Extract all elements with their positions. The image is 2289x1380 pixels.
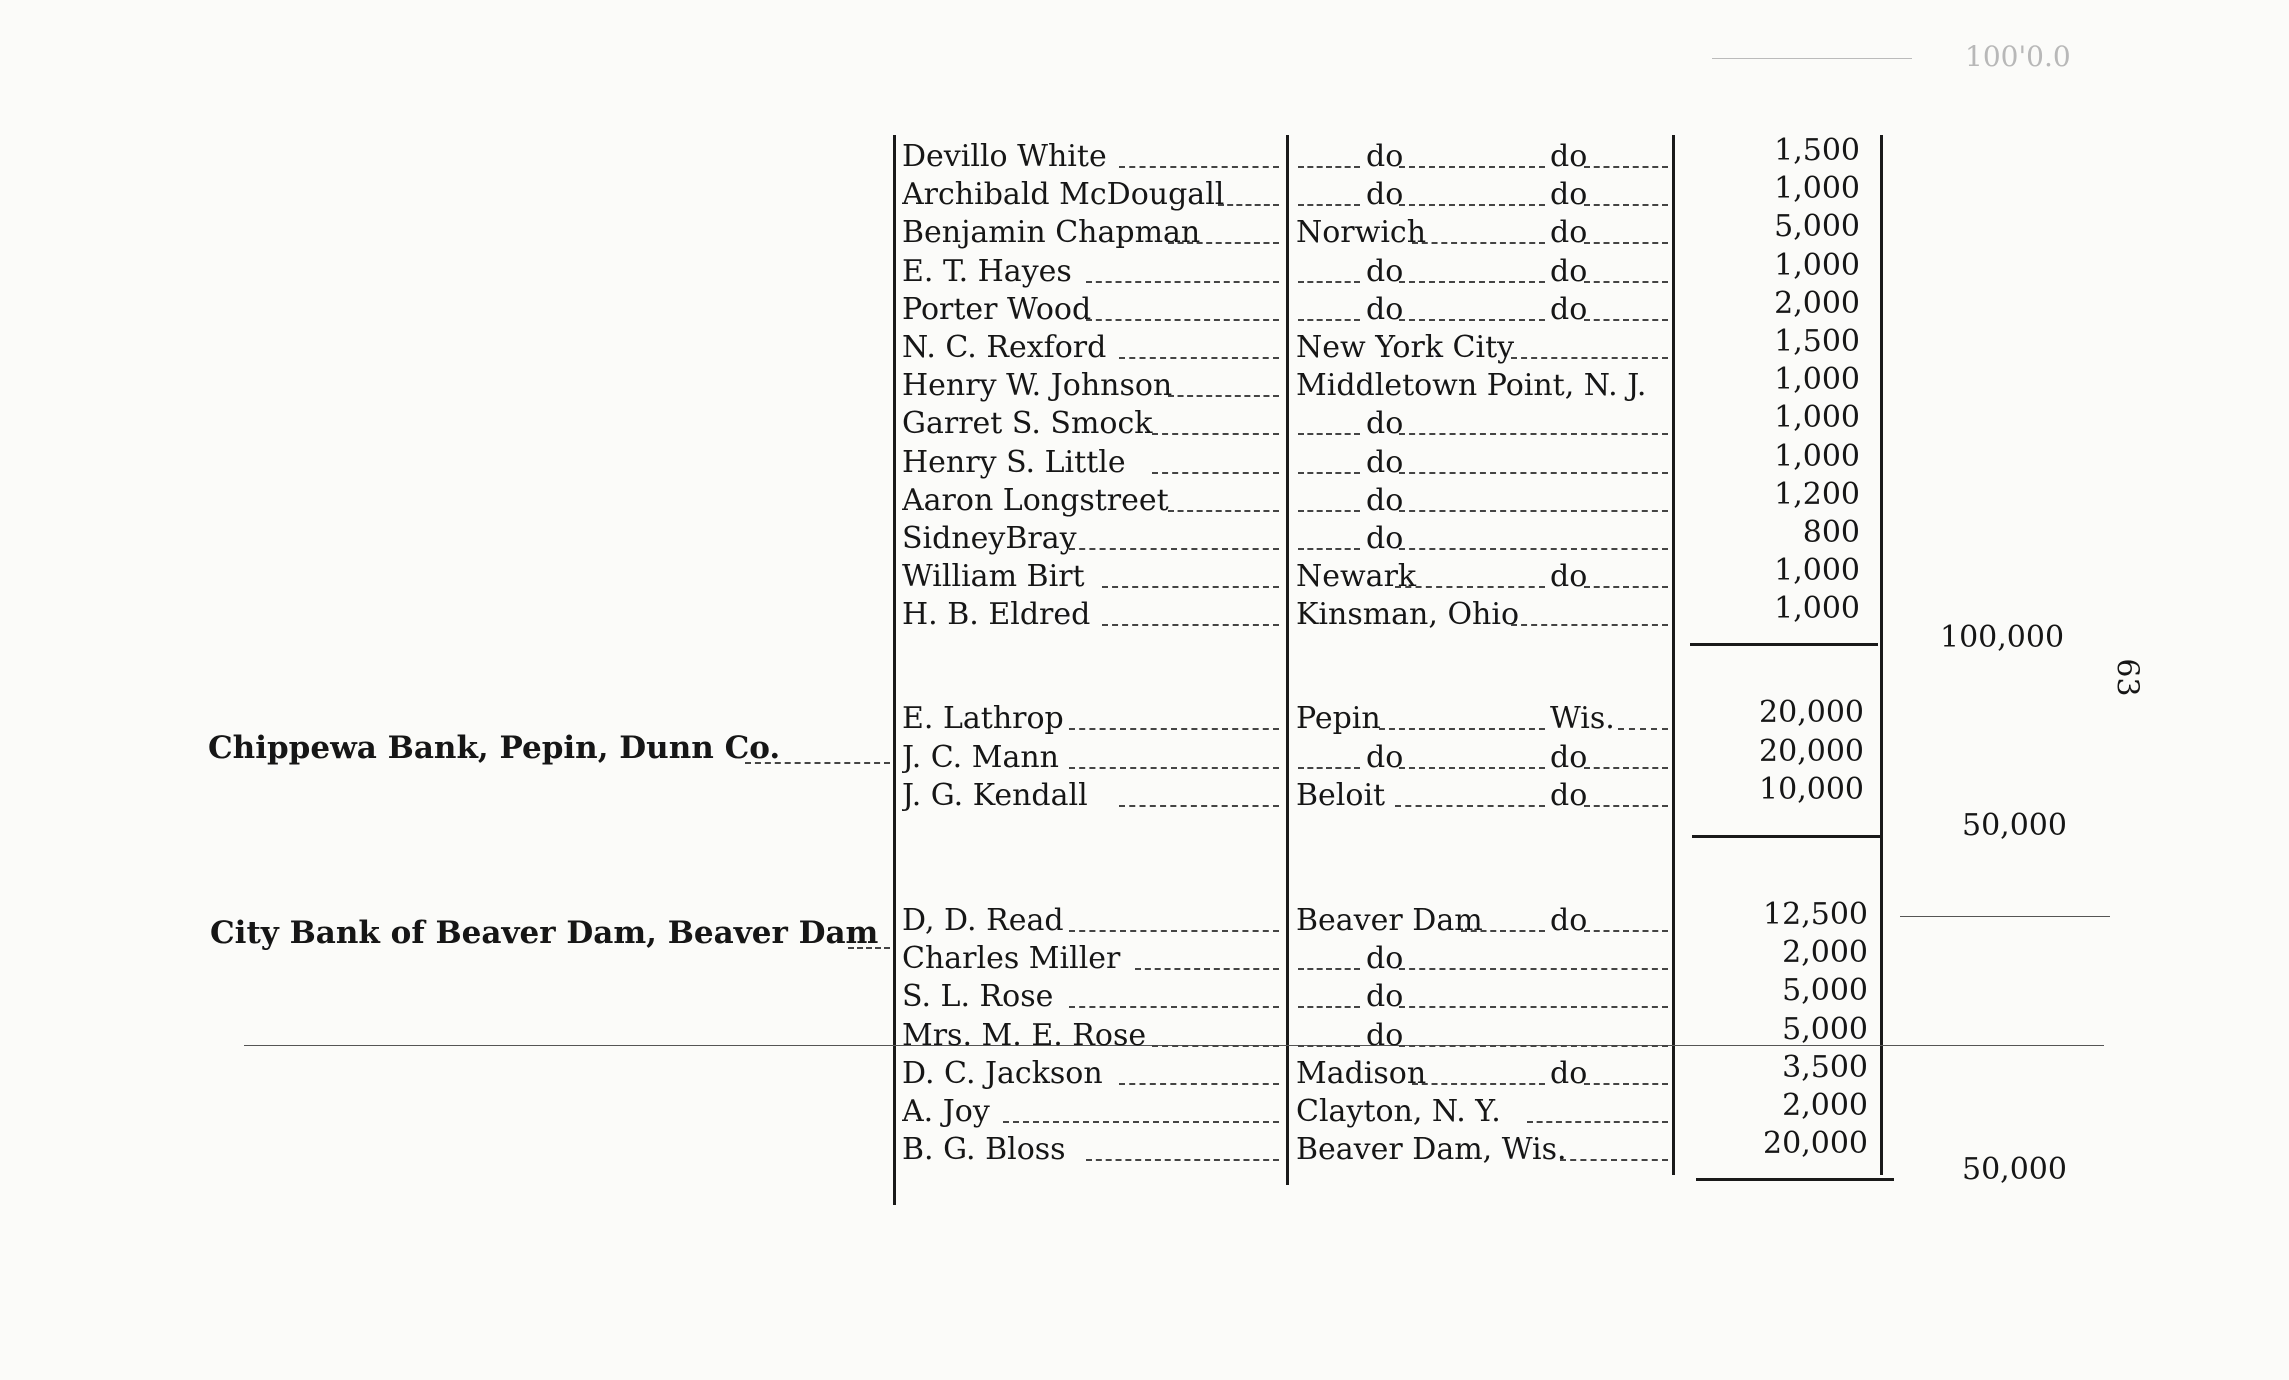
state-leader xyxy=(1584,281,1668,283)
subscriber-name: E. T. Hayes xyxy=(902,253,1072,289)
residence-place: do xyxy=(1366,521,1404,556)
ghost-rule xyxy=(1712,58,1912,59)
subscription-amount: 1,000 xyxy=(1774,247,1860,283)
subscriber-name: S. L. Rose xyxy=(902,979,1054,1015)
name-leader xyxy=(1119,805,1280,807)
state-leader xyxy=(1584,805,1668,807)
place-leader xyxy=(1399,204,1545,206)
residence-state: do xyxy=(1550,253,1588,289)
subscription-amount: 5,000 xyxy=(1782,973,1868,1009)
name-leader xyxy=(1086,319,1280,321)
residence-state: do xyxy=(1550,139,1588,174)
residence-state: do xyxy=(1550,177,1588,213)
residence-place: Beaver Dam, Wis. xyxy=(1296,1132,1567,1168)
name-leader xyxy=(1152,433,1280,435)
name-leader xyxy=(1152,472,1280,474)
subscriber-name: Henry S. Little xyxy=(902,444,1126,480)
residence-place: do xyxy=(1366,139,1404,174)
subscription-amount: 1,000 xyxy=(1774,591,1860,627)
subscriber-name: B. G. Bloss xyxy=(902,1132,1066,1168)
residence-state: do xyxy=(1550,291,1588,327)
subtotal-rule-2 xyxy=(1692,835,1882,838)
residence-place: New York City xyxy=(1296,330,1515,365)
subscription-amount: 2,000 xyxy=(1782,1088,1868,1123)
subscription-amount: 3,500 xyxy=(1782,1049,1868,1085)
page-number: 63 xyxy=(2109,658,2145,697)
group-total: 100,000 xyxy=(1940,620,2065,655)
subscriber-name: N. C. Rexford xyxy=(902,330,1107,365)
subscription-amount: 2,000 xyxy=(1774,285,1860,321)
ditto-leader xyxy=(1298,472,1360,474)
subscription-amount: 1,200 xyxy=(1774,476,1860,512)
bank-leader xyxy=(848,947,890,949)
subscriber-name: Mrs. M. E. Rose xyxy=(902,1017,1147,1053)
residence-state: do xyxy=(1550,903,1588,938)
place-leader xyxy=(1511,624,1669,626)
residence-place: do xyxy=(1366,1017,1404,1053)
residence-state: do xyxy=(1550,215,1588,251)
name-leader xyxy=(1069,767,1279,769)
subscription-amount: 5,000 xyxy=(1782,1011,1868,1047)
place-leader xyxy=(1461,930,1545,932)
residence-place: Kinsman, Ohio xyxy=(1296,597,1520,633)
subscriber-name: Archibald McDougall xyxy=(902,177,1225,213)
place-leader xyxy=(1399,548,1668,550)
subscription-amount: 5,000 xyxy=(1774,209,1860,245)
name-leader xyxy=(1069,930,1279,932)
place-leader xyxy=(1395,586,1545,588)
subscriber-name: Benjamin Chapman xyxy=(902,215,1201,251)
place-leader xyxy=(1399,472,1668,474)
place-leader xyxy=(1399,510,1668,512)
subscriber-name: Charles Miller xyxy=(902,941,1121,977)
name-leader xyxy=(1069,548,1279,550)
place-leader xyxy=(1399,319,1545,321)
residence-place: do xyxy=(1366,739,1404,775)
name-leader xyxy=(1069,728,1279,730)
subscriber-name: William Birt xyxy=(902,559,1085,595)
residence-place: do xyxy=(1366,177,1404,213)
place-leader xyxy=(1527,1121,1668,1123)
subscription-amount: 1,000 xyxy=(1774,553,1860,589)
name-leader xyxy=(1119,1083,1280,1085)
subscription-amount: 1,000 xyxy=(1774,362,1860,398)
ditto-leader xyxy=(1298,548,1360,550)
place-leader xyxy=(1399,1045,1668,1047)
bank-leader xyxy=(745,762,890,764)
subscription-amount: 20,000 xyxy=(1763,1126,1868,1162)
ditto-leader xyxy=(1298,319,1360,321)
place-leader xyxy=(1399,166,1545,168)
subscription-amount: 20,000 xyxy=(1759,733,1864,769)
name-leader xyxy=(1069,1006,1279,1008)
subscription-amount: 800 xyxy=(1802,515,1860,550)
place-leader xyxy=(1399,767,1545,769)
residence-state: do xyxy=(1550,739,1588,775)
name-leader xyxy=(1218,204,1280,206)
name-leader xyxy=(1168,510,1279,512)
col-rule-amt-right xyxy=(1880,135,1883,1175)
place-leader xyxy=(1412,1083,1546,1085)
residence-place: Beaver Dam xyxy=(1296,903,1483,938)
ditto-leader xyxy=(1298,510,1360,512)
subscriber-name: Aaron Longstreet xyxy=(902,482,1169,518)
ditto-leader xyxy=(1298,767,1360,769)
name-leader xyxy=(1119,357,1280,359)
subscription-amount: 12,500 xyxy=(1763,897,1868,932)
residence-place: Beloit xyxy=(1296,778,1386,813)
subscriber-name: E. Lathrop xyxy=(902,701,1064,736)
subscriber-name: J. C. Mann xyxy=(902,739,1059,775)
residence-place: Norwich xyxy=(1296,215,1427,251)
residence-place: do xyxy=(1366,291,1404,327)
ditto-leader xyxy=(1298,1045,1360,1047)
residence-place: do xyxy=(1366,979,1404,1015)
state-leader xyxy=(1584,767,1668,769)
residence-place: do xyxy=(1366,941,1404,977)
subtotal-rule-1 xyxy=(1690,643,1878,646)
state-leader xyxy=(1584,1083,1668,1085)
subscription-amount: 10,000 xyxy=(1759,772,1864,807)
name-leader xyxy=(1086,281,1280,283)
subscription-amount: 1,500 xyxy=(1774,133,1860,168)
subscription-amount: 20,000 xyxy=(1759,695,1864,730)
ditto-leader xyxy=(1298,1006,1360,1008)
subscriber-name: Henry W. Johnson xyxy=(902,368,1173,404)
place-leader xyxy=(1560,1159,1668,1161)
subscriber-name: H. B. Eldred xyxy=(902,597,1091,633)
ditto-leader xyxy=(1298,166,1360,168)
name-leader xyxy=(1168,242,1279,244)
residence-place: Newark xyxy=(1296,559,1417,595)
group-total: 50,000 xyxy=(1962,808,2067,843)
place-leader xyxy=(1399,968,1668,970)
subtotal-rule-3 xyxy=(1696,1178,1894,1181)
residence-place: do xyxy=(1366,253,1404,289)
bank-name: Chippewa Bank, Pepin, Dunn Co. xyxy=(208,730,781,766)
state-leader xyxy=(1584,166,1668,168)
name-leader xyxy=(1003,1121,1279,1123)
subscriber-name: SidneyBray xyxy=(902,521,1077,556)
subscriber-name: A. Joy xyxy=(902,1094,990,1129)
residence-place: do xyxy=(1366,482,1404,518)
subscriber-name: Garret S. Smock xyxy=(902,406,1153,442)
state-leader xyxy=(1584,586,1668,588)
subscriber-name: D. C. Jackson xyxy=(902,1055,1103,1091)
ditto-leader xyxy=(1298,281,1360,283)
place-leader xyxy=(1379,728,1546,730)
ditto-leader xyxy=(1298,968,1360,970)
residence-state: do xyxy=(1550,778,1588,813)
residence-place: Madison xyxy=(1296,1055,1427,1091)
place-leader xyxy=(1399,281,1545,283)
state-leader xyxy=(1584,930,1668,932)
subscription-amount: 2,000 xyxy=(1782,935,1868,971)
residence-state: do xyxy=(1550,1055,1588,1091)
residence-place: Pepin xyxy=(1296,701,1381,736)
place-leader xyxy=(1399,433,1668,435)
name-leader xyxy=(1135,968,1279,970)
place-leader xyxy=(1399,1006,1668,1008)
subscriber-name: Porter Wood xyxy=(902,291,1092,327)
ditto-leader xyxy=(1298,204,1360,206)
residence-place: Middletown Point, N. J. xyxy=(1296,368,1647,404)
thin-rule-1 xyxy=(1900,916,2110,917)
ditto-leader xyxy=(1298,433,1360,435)
residence-state: do xyxy=(1550,559,1588,595)
state-leader xyxy=(1618,728,1668,730)
ghost-number: 100'0.0 xyxy=(1965,40,2071,73)
state-leader xyxy=(1584,319,1668,321)
subscriber-name: D, D. Read xyxy=(902,903,1064,938)
bank-name: City Bank of Beaver Dam, Beaver Dam xyxy=(210,915,879,951)
state-leader xyxy=(1584,204,1668,206)
place-leader xyxy=(1395,805,1545,807)
subscription-amount: 1,000 xyxy=(1774,171,1860,207)
name-leader xyxy=(1168,395,1279,397)
name-leader xyxy=(1119,166,1280,168)
group-total: 50,000 xyxy=(1962,1152,2067,1187)
name-leader xyxy=(1102,586,1279,588)
subscription-amount: 1,000 xyxy=(1774,400,1860,436)
name-leader xyxy=(1102,624,1279,626)
subscriber-name: Devillo White xyxy=(902,139,1107,174)
state-leader xyxy=(1584,242,1668,244)
name-leader xyxy=(1086,1159,1280,1161)
subscription-amount: 1,500 xyxy=(1774,324,1860,359)
residence-place: do xyxy=(1366,444,1404,480)
place-leader xyxy=(1511,357,1669,359)
place-leader xyxy=(1412,242,1546,244)
subscriber-name: J. G. Kendall xyxy=(902,778,1088,813)
subscription-amount: 1,000 xyxy=(1774,438,1860,474)
col-rule-mid xyxy=(1286,135,1289,1185)
name-leader xyxy=(1152,1045,1280,1047)
residence-place: do xyxy=(1366,406,1404,442)
residence-state: Wis. xyxy=(1550,701,1615,736)
residence-place: Clayton, N. Y. xyxy=(1296,1094,1501,1129)
